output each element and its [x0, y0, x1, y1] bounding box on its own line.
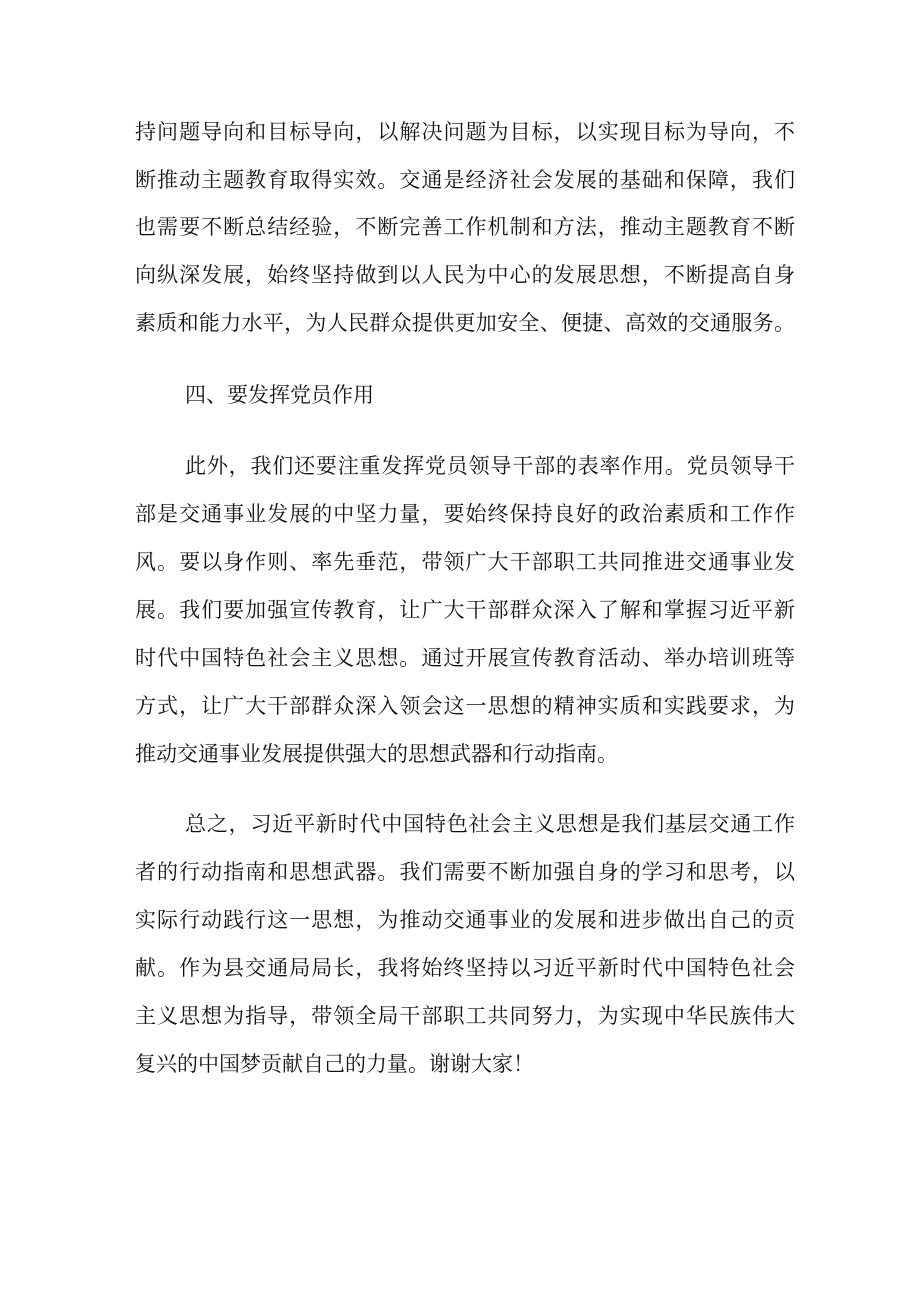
section-heading: 四、要发挥党员作用 [185, 383, 374, 407]
text-line: 向纵深发展，始终坚持做到以人民为中心的发展思想，不断提高自身 [135, 263, 795, 287]
text-line: 方式，让广大干部群众深入领会这一思想的精神实质和实践要求，为 [135, 694, 795, 718]
text-line: 也需要不断总结经验，不断完善工作机制和方法，推动主题教育不断 [135, 215, 795, 239]
text-line: 总之，习近平新时代中国特色社会主义思想是我们基层交通工作 [185, 812, 795, 836]
text-line: 主义思想为指导，带领全局干部职工共同努力，为实现中华民族伟大 [135, 1004, 795, 1028]
text-line: 风。要以身作则、率先垂范，带领广大干部职工共同推进交通事业发 [135, 550, 795, 574]
text-line: 展。我们要加强宣传教育，让广大干部群众深入了解和掌握习近平新 [135, 598, 795, 622]
text-line: 复兴的中国梦贡献自己的力量。谢谢大家！ [135, 1052, 534, 1076]
text-line: 素质和能力水平，为人民群众提供更加安全、便捷、高效的交通服务。 [135, 311, 795, 335]
text-line: 断推动主题教育取得实效。交通是经济社会发展的基础和保障，我们 [135, 168, 795, 192]
text-line: 实际行动践行这一思想，为推动交通事业的发展和进步做出自己的贡 [135, 908, 795, 932]
text-line: 推动交通事业发展提供强大的思想武器和行动指南。 [135, 742, 618, 766]
text-line: 献。作为县交通局局长，我将始终坚持以习近平新时代中国特色社会 [135, 956, 795, 980]
text-line: 持问题导向和目标导向，以解决问题为目标，以实现目标为导向，不 [135, 120, 795, 144]
text-line: 时代中国特色社会主义思想。通过开展宣传教育活动、举办培训班等 [135, 646, 795, 670]
text-line: 部是交通事业发展的中坚力量，要始终保持良好的政治素质和工作作 [135, 502, 795, 526]
text-line: 者的行动指南和思想武器。我们需要不断加强自身的学习和思考，以 [135, 860, 795, 884]
text-line: 此外，我们还要注重发挥党员领导干部的表率作用。党员领导干 [185, 454, 795, 478]
